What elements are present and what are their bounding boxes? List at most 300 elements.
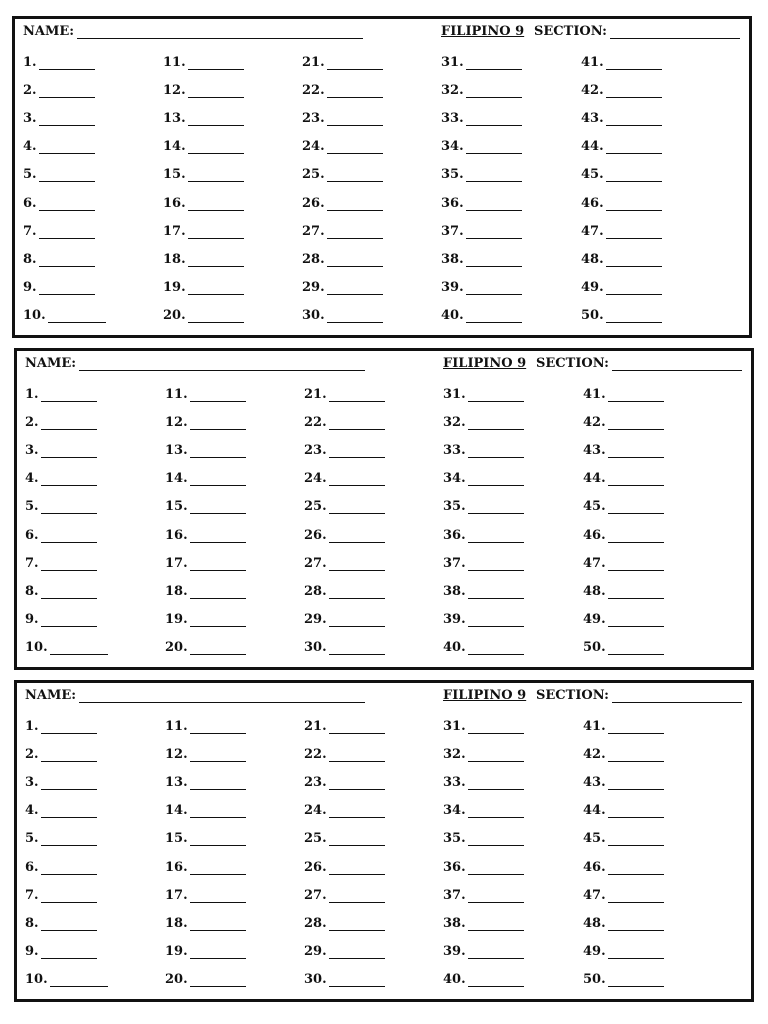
answer-blank-line[interactable] [50, 973, 108, 987]
answer-item[interactable] [25, 382, 97, 402]
answer-item[interactable] [583, 855, 664, 875]
answer-blank-line[interactable] [466, 197, 522, 211]
section-field[interactable] [536, 356, 742, 371]
answer-blank-line[interactable] [41, 529, 97, 543]
answer-blank-line[interactable] [606, 225, 662, 239]
answer-item[interactable] [304, 607, 385, 627]
answer-item[interactable] [304, 798, 385, 818]
answer-blank-line[interactable] [190, 917, 246, 931]
answer-item[interactable] [25, 523, 97, 543]
answer-item[interactable] [302, 303, 383, 323]
answer-item[interactable] [302, 106, 383, 126]
answer-blank-line[interactable] [468, 500, 524, 514]
answer-blank-line[interactable] [190, 945, 246, 959]
answer-item[interactable] [163, 50, 244, 70]
answer-item[interactable] [304, 826, 385, 846]
answer-blank-line[interactable] [468, 917, 524, 931]
answer-blank-line[interactable] [466, 56, 522, 70]
answer-blank-line[interactable] [327, 112, 383, 126]
answer-item[interactable] [583, 939, 664, 959]
answer-item[interactable] [441, 106, 522, 126]
answer-item[interactable] [583, 883, 664, 903]
answer-blank-line[interactable] [468, 832, 524, 846]
answer-item[interactable] [165, 607, 246, 627]
answer-blank-line[interactable] [468, 585, 524, 599]
answer-item[interactable] [25, 883, 97, 903]
answer-item[interactable] [304, 911, 385, 931]
answer-item[interactable] [23, 106, 95, 126]
answer-blank-line[interactable] [608, 613, 664, 627]
answer-blank-line[interactable] [329, 720, 385, 734]
answer-item[interactable] [163, 247, 244, 267]
answer-blank-line[interactable] [468, 416, 524, 430]
answer-item[interactable] [583, 551, 664, 571]
answer-item[interactable] [443, 883, 524, 903]
answer-item[interactable] [302, 78, 383, 98]
answer-item[interactable] [443, 939, 524, 959]
answer-blank-line[interactable] [190, 416, 246, 430]
section-field[interactable] [536, 688, 742, 703]
answer-blank-line[interactable] [606, 140, 662, 154]
answer-item[interactable] [443, 855, 524, 875]
answer-blank-line[interactable] [188, 281, 244, 295]
answer-item[interactable] [163, 303, 244, 323]
answer-blank-line[interactable] [329, 641, 385, 655]
answer-blank-line[interactable] [327, 225, 383, 239]
answer-blank-line[interactable] [329, 861, 385, 875]
answer-blank-line[interactable] [468, 889, 524, 903]
answer-blank-line[interactable] [606, 56, 662, 70]
answer-blank-line[interactable] [608, 388, 664, 402]
answer-item[interactable] [25, 826, 97, 846]
answer-item[interactable] [583, 494, 664, 514]
answer-item[interactable] [25, 438, 97, 458]
answer-item[interactable] [583, 410, 664, 430]
answer-item[interactable] [581, 247, 662, 267]
answer-item[interactable] [23, 275, 95, 295]
answer-blank-line[interactable] [41, 748, 97, 762]
section-blank-line[interactable] [612, 689, 742, 703]
answer-item[interactable] [25, 742, 97, 762]
answer-blank-line[interactable] [468, 613, 524, 627]
answer-item[interactable] [25, 855, 97, 875]
answer-blank-line[interactable] [327, 281, 383, 295]
answer-item[interactable] [443, 494, 524, 514]
answer-item[interactable] [583, 523, 664, 543]
answer-blank-line[interactable] [608, 748, 664, 762]
answer-blank-line[interactable] [39, 281, 95, 295]
answer-item[interactable] [23, 162, 95, 182]
answer-item[interactable] [443, 798, 524, 818]
answer-item[interactable] [304, 551, 385, 571]
answer-item[interactable] [25, 494, 97, 514]
answer-blank-line[interactable] [41, 557, 97, 571]
answer-blank-line[interactable] [608, 444, 664, 458]
answer-blank-line[interactable] [188, 84, 244, 98]
answer-blank-line[interactable] [41, 720, 97, 734]
answer-item[interactable] [304, 714, 385, 734]
answer-item[interactable] [165, 579, 246, 599]
answer-blank-line[interactable] [608, 472, 664, 486]
answer-blank-line[interactable] [468, 804, 524, 818]
answer-blank-line[interactable] [41, 889, 97, 903]
answer-blank-line[interactable] [608, 889, 664, 903]
answer-item[interactable] [443, 466, 524, 486]
answer-item[interactable] [302, 219, 383, 239]
answer-item[interactable] [25, 466, 97, 486]
answer-item[interactable] [583, 798, 664, 818]
answer-blank-line[interactable] [41, 776, 97, 790]
answer-blank-line[interactable] [468, 861, 524, 875]
answer-blank-line[interactable] [329, 917, 385, 931]
answer-item[interactable] [25, 770, 97, 790]
answer-item[interactable] [165, 523, 246, 543]
answer-blank-line[interactable] [41, 945, 97, 959]
answer-item[interactable] [441, 134, 522, 154]
answer-blank-line[interactable] [41, 388, 97, 402]
answer-item[interactable] [163, 134, 244, 154]
answer-item[interactable] [581, 106, 662, 126]
answer-blank-line[interactable] [327, 140, 383, 154]
answer-item[interactable] [302, 162, 383, 182]
answer-item[interactable] [443, 967, 524, 987]
answer-blank-line[interactable] [468, 472, 524, 486]
answer-blank-line[interactable] [41, 416, 97, 430]
section-field[interactable] [534, 24, 740, 39]
answer-blank-line[interactable] [468, 720, 524, 734]
answer-blank-line[interactable] [190, 500, 246, 514]
answer-item[interactable] [163, 275, 244, 295]
answer-blank-line[interactable] [468, 557, 524, 571]
answer-blank-line[interactable] [329, 529, 385, 543]
answer-blank-line[interactable] [608, 720, 664, 734]
answer-blank-line[interactable] [329, 945, 385, 959]
answer-item[interactable] [165, 939, 246, 959]
answer-item[interactable] [581, 162, 662, 182]
answer-blank-line[interactable] [50, 641, 108, 655]
answer-blank-line[interactable] [188, 197, 244, 211]
answer-item[interactable] [163, 191, 244, 211]
answer-blank-line[interactable] [41, 613, 97, 627]
answer-blank-line[interactable] [606, 84, 662, 98]
answer-item[interactable] [443, 382, 524, 402]
answer-blank-line[interactable] [48, 309, 106, 323]
answer-item[interactable] [581, 303, 662, 323]
answer-blank-line[interactable] [468, 444, 524, 458]
answer-blank-line[interactable] [190, 889, 246, 903]
answer-item[interactable] [443, 770, 524, 790]
answer-blank-line[interactable] [41, 804, 97, 818]
answer-item[interactable] [302, 247, 383, 267]
answer-blank-line[interactable] [608, 416, 664, 430]
answer-blank-line[interactable] [190, 973, 246, 987]
answer-item[interactable] [23, 134, 95, 154]
answer-item[interactable] [165, 438, 246, 458]
answer-blank-line[interactable] [329, 500, 385, 514]
name-field[interactable] [25, 688, 365, 703]
answer-blank-line[interactable] [608, 776, 664, 790]
answer-item[interactable] [441, 162, 522, 182]
answer-blank-line[interactable] [188, 56, 244, 70]
answer-blank-line[interactable] [329, 889, 385, 903]
answer-item[interactable] [304, 770, 385, 790]
answer-blank-line[interactable] [190, 444, 246, 458]
answer-blank-line[interactable] [188, 112, 244, 126]
answer-blank-line[interactable] [329, 804, 385, 818]
answer-item[interactable] [441, 78, 522, 98]
answer-item[interactable] [443, 523, 524, 543]
answer-blank-line[interactable] [39, 112, 95, 126]
answer-item[interactable] [443, 438, 524, 458]
answer-item[interactable] [583, 770, 664, 790]
answer-blank-line[interactable] [39, 84, 95, 98]
answer-item[interactable] [25, 967, 108, 987]
answer-item[interactable] [302, 275, 383, 295]
answer-item[interactable] [165, 855, 246, 875]
answer-blank-line[interactable] [608, 861, 664, 875]
answer-item[interactable] [163, 162, 244, 182]
answer-blank-line[interactable] [190, 861, 246, 875]
answer-item[interactable] [302, 50, 383, 70]
answer-item[interactable] [23, 247, 95, 267]
answer-blank-line[interactable] [608, 804, 664, 818]
answer-blank-line[interactable] [327, 84, 383, 98]
answer-item[interactable] [443, 551, 524, 571]
answer-item[interactable] [165, 635, 246, 655]
answer-item[interactable] [304, 382, 385, 402]
answer-blank-line[interactable] [327, 56, 383, 70]
answer-blank-line[interactable] [41, 472, 97, 486]
answer-blank-line[interactable] [608, 641, 664, 655]
answer-blank-line[interactable] [190, 748, 246, 762]
answer-item[interactable] [583, 382, 664, 402]
answer-blank-line[interactable] [329, 973, 385, 987]
answer-item[interactable] [25, 911, 97, 931]
answer-item[interactable] [165, 798, 246, 818]
answer-item[interactable] [583, 579, 664, 599]
answer-item[interactable] [165, 494, 246, 514]
answer-item[interactable] [163, 219, 244, 239]
answer-blank-line[interactable] [468, 748, 524, 762]
answer-blank-line[interactable] [466, 281, 522, 295]
answer-blank-line[interactable] [466, 112, 522, 126]
answer-blank-line[interactable] [466, 253, 522, 267]
answer-item[interactable] [304, 967, 385, 987]
answer-blank-line[interactable] [39, 253, 95, 267]
answer-blank-line[interactable] [468, 529, 524, 543]
answer-item[interactable] [443, 714, 524, 734]
answer-blank-line[interactable] [190, 557, 246, 571]
answer-blank-line[interactable] [466, 309, 522, 323]
answer-blank-line[interactable] [190, 613, 246, 627]
answer-item[interactable] [583, 911, 664, 931]
answer-blank-line[interactable] [329, 748, 385, 762]
answer-item[interactable] [581, 219, 662, 239]
name-field[interactable] [25, 356, 365, 371]
answer-blank-line[interactable] [466, 225, 522, 239]
answer-blank-line[interactable] [41, 585, 97, 599]
answer-item[interactable] [304, 939, 385, 959]
answer-blank-line[interactable] [466, 168, 522, 182]
answer-item[interactable] [581, 78, 662, 98]
section-blank-line[interactable] [610, 25, 740, 39]
answer-item[interactable] [581, 134, 662, 154]
answer-blank-line[interactable] [190, 388, 246, 402]
answer-item[interactable] [165, 742, 246, 762]
answer-item[interactable] [443, 579, 524, 599]
answer-item[interactable] [304, 883, 385, 903]
answer-blank-line[interactable] [606, 281, 662, 295]
answer-item[interactable] [583, 714, 664, 734]
answer-item[interactable] [165, 410, 246, 430]
answer-blank-line[interactable] [327, 253, 383, 267]
answer-blank-line[interactable] [41, 832, 97, 846]
answer-item[interactable] [443, 826, 524, 846]
answer-blank-line[interactable] [39, 225, 95, 239]
answer-item[interactable] [165, 770, 246, 790]
answer-item[interactable] [583, 967, 664, 987]
answer-item[interactable] [302, 134, 383, 154]
answer-blank-line[interactable] [606, 309, 662, 323]
answer-blank-line[interactable] [329, 557, 385, 571]
answer-blank-line[interactable] [39, 56, 95, 70]
answer-blank-line[interactable] [329, 472, 385, 486]
answer-blank-line[interactable] [608, 585, 664, 599]
answer-blank-line[interactable] [466, 140, 522, 154]
answer-blank-line[interactable] [190, 832, 246, 846]
answer-item[interactable] [583, 742, 664, 762]
answer-blank-line[interactable] [41, 861, 97, 875]
answer-item[interactable] [23, 78, 95, 98]
answer-item[interactable] [441, 247, 522, 267]
answer-blank-line[interactable] [329, 444, 385, 458]
answer-item[interactable] [25, 410, 97, 430]
answer-item[interactable] [304, 855, 385, 875]
answer-blank-line[interactable] [466, 84, 522, 98]
answer-blank-line[interactable] [39, 140, 95, 154]
answer-blank-line[interactable] [606, 253, 662, 267]
answer-item[interactable] [23, 50, 95, 70]
answer-item[interactable] [583, 438, 664, 458]
answer-item[interactable] [163, 78, 244, 98]
name-field[interactable] [23, 24, 363, 39]
answer-item[interactable] [443, 911, 524, 931]
name-blank-line[interactable] [79, 689, 365, 703]
answer-blank-line[interactable] [606, 197, 662, 211]
answer-item[interactable] [441, 50, 522, 70]
answer-item[interactable] [304, 579, 385, 599]
answer-blank-line[interactable] [329, 416, 385, 430]
answer-blank-line[interactable] [190, 776, 246, 790]
answer-blank-line[interactable] [329, 832, 385, 846]
answer-item[interactable] [23, 303, 106, 323]
answer-item[interactable] [165, 466, 246, 486]
answer-blank-line[interactable] [608, 917, 664, 931]
answer-item[interactable] [304, 466, 385, 486]
answer-blank-line[interactable] [329, 776, 385, 790]
answer-blank-line[interactable] [608, 500, 664, 514]
answer-item[interactable] [304, 742, 385, 762]
answer-item[interactable] [165, 382, 246, 402]
answer-blank-line[interactable] [327, 168, 383, 182]
answer-item[interactable] [304, 438, 385, 458]
answer-blank-line[interactable] [468, 776, 524, 790]
answer-item[interactable] [23, 191, 95, 211]
answer-blank-line[interactable] [190, 472, 246, 486]
answer-blank-line[interactable] [329, 388, 385, 402]
answer-item[interactable] [581, 191, 662, 211]
answer-item[interactable] [583, 607, 664, 627]
answer-item[interactable] [25, 635, 108, 655]
answer-item[interactable] [165, 883, 246, 903]
answer-item[interactable] [443, 635, 524, 655]
answer-blank-line[interactable] [41, 444, 97, 458]
answer-item[interactable] [581, 275, 662, 295]
answer-item[interactable] [165, 826, 246, 846]
answer-blank-line[interactable] [606, 168, 662, 182]
answer-blank-line[interactable] [188, 225, 244, 239]
answer-blank-line[interactable] [608, 557, 664, 571]
answer-item[interactable] [443, 607, 524, 627]
answer-blank-line[interactable] [329, 585, 385, 599]
section-blank-line[interactable] [612, 357, 742, 371]
answer-item[interactable] [583, 635, 664, 655]
answer-item[interactable] [23, 219, 95, 239]
answer-blank-line[interactable] [327, 309, 383, 323]
answer-item[interactable] [165, 967, 246, 987]
answer-item[interactable] [443, 742, 524, 762]
answer-blank-line[interactable] [188, 140, 244, 154]
answer-item[interactable] [304, 635, 385, 655]
answer-item[interactable] [441, 275, 522, 295]
answer-blank-line[interactable] [188, 253, 244, 267]
answer-item[interactable] [25, 551, 97, 571]
answer-item[interactable] [25, 714, 97, 734]
answer-item[interactable] [581, 50, 662, 70]
answer-item[interactable] [165, 911, 246, 931]
answer-blank-line[interactable] [190, 641, 246, 655]
answer-blank-line[interactable] [188, 309, 244, 323]
answer-item[interactable] [25, 607, 97, 627]
answer-item[interactable] [443, 410, 524, 430]
answer-item[interactable] [583, 466, 664, 486]
answer-item[interactable] [304, 410, 385, 430]
answer-blank-line[interactable] [608, 945, 664, 959]
answer-blank-line[interactable] [468, 973, 524, 987]
answer-blank-line[interactable] [608, 973, 664, 987]
answer-blank-line[interactable] [190, 804, 246, 818]
name-blank-line[interactable] [79, 357, 365, 371]
answer-blank-line[interactable] [190, 720, 246, 734]
answer-item[interactable] [25, 939, 97, 959]
answer-blank-line[interactable] [39, 197, 95, 211]
answer-blank-line[interactable] [327, 197, 383, 211]
answer-blank-line[interactable] [41, 500, 97, 514]
answer-item[interactable] [441, 191, 522, 211]
answer-blank-line[interactable] [468, 641, 524, 655]
answer-item[interactable] [163, 106, 244, 126]
answer-blank-line[interactable] [606, 112, 662, 126]
answer-item[interactable] [304, 494, 385, 514]
answer-blank-line[interactable] [329, 613, 385, 627]
answer-blank-line[interactable] [608, 529, 664, 543]
answer-blank-line[interactable] [39, 168, 95, 182]
answer-blank-line[interactable] [190, 529, 246, 543]
answer-item[interactable] [441, 303, 522, 323]
answer-item[interactable] [583, 826, 664, 846]
answer-item[interactable] [441, 219, 522, 239]
answer-item[interactable] [302, 191, 383, 211]
